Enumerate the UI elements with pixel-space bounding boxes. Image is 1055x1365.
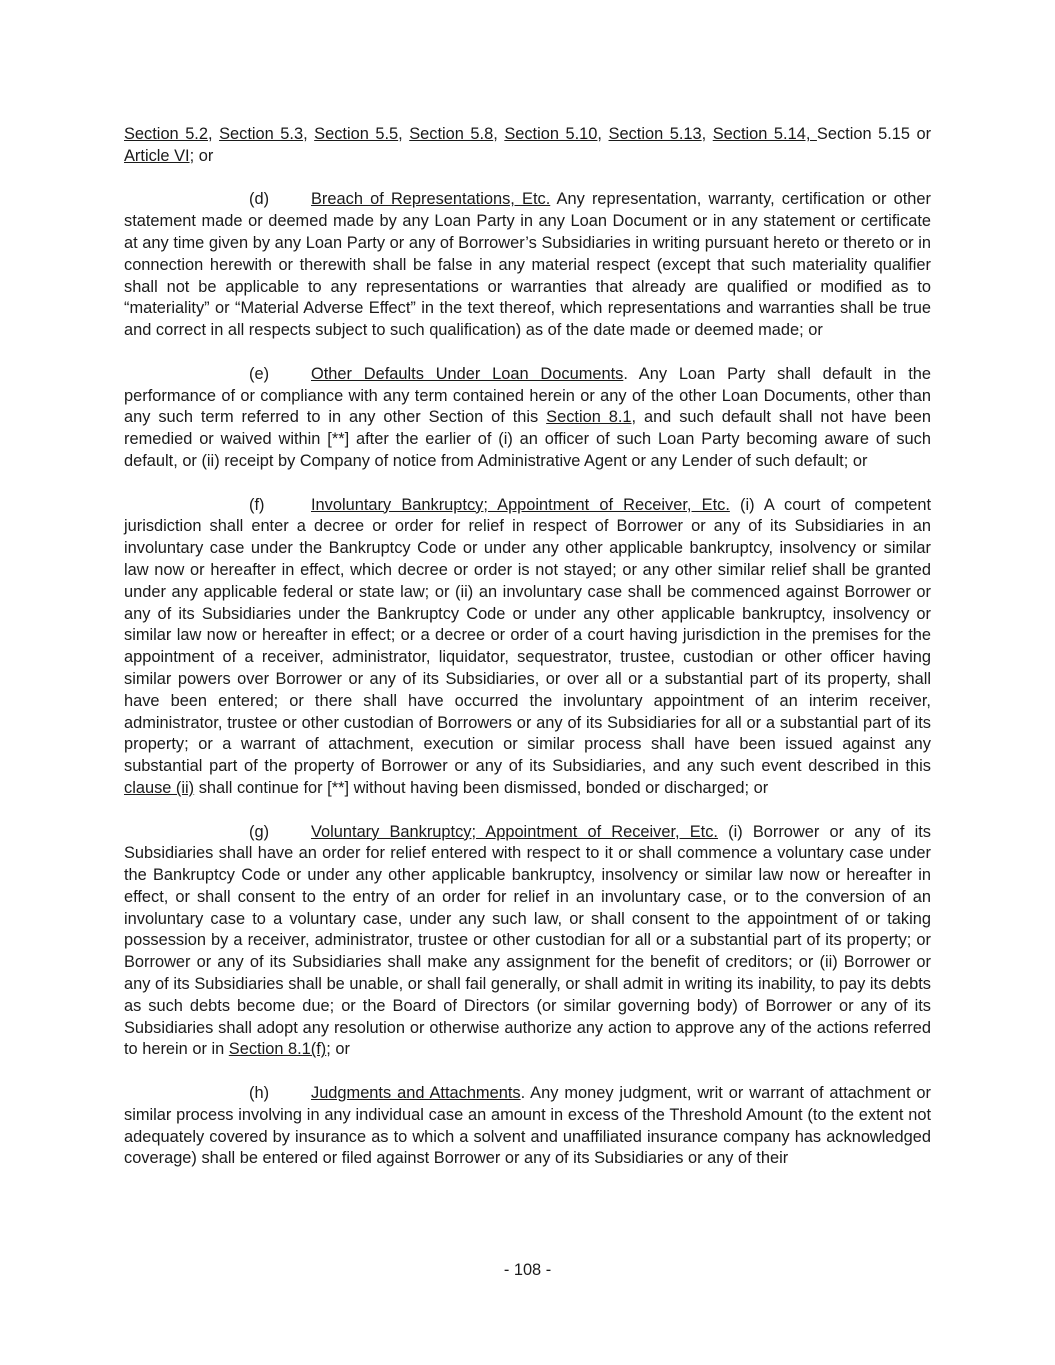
section-ref: Section 8.1 [546, 408, 632, 427]
section-ref: Section 5.3 [219, 125, 304, 143]
paragraph-text: Section 5.15 or [816, 125, 932, 143]
item-label: (f) [249, 495, 265, 514]
article-ref: Article VI [124, 146, 190, 165]
section-ref: Section 5.13 [608, 125, 702, 143]
clause-ref: clause (ii) [124, 778, 195, 797]
paragraph-text: (i) Borrower or any of its Subsidiaries shall have an order for relief entered with respect to it or shall commence a voluntary case under the Bankruptcy Code or under any other applicable bankruptcy, insolvency or similar law now or hereafter in effect, or shall consent to the entry of an order for relief in an involuntary case, or to the conversion of an involuntary case to a voluntary case, under any such law, or shall consent to the appointment of or taking possession by a receiver, administrator, trustee or other custodian for all or a substantial part of its property; or Borrower or any of its Subsidiaries shall make any assignment for the benefit of creditors; or (ii) Borrower or any of its Subsidiaries shall be unable, or shall fail generally, or shall admit in writing its inability, to pay its debts as such debts become due; or the Board of Directors (or similar governing body) of Borrower or any of its Subsidiaries shall adopt any resolution or otherwise authorize any action to approve any of the actions referred to herein or in [124, 822, 931, 1059]
paragraph-text: Any representation, warranty, certification or other statement made or deemed made by any Loan Party in any Loan Document or in any statement or certificate at any time given by any Loan Party or any of Borrower’s Subsidiaries in writing pursuant hereto or thereto or in connection herewith or therewith shall be false in any material respect (except that such materiality qualifier shall not be applicable to any representations or warranties that already are qualified or modified as to “materiality” or “Material Adverse Effect” in the text thereof, which representations and warranties shall be true and correct in all respects subject to such qualification) as of the date made or deemed made; or [124, 190, 931, 340]
paragraph-g [124, 822, 931, 1062]
paragraph-d [124, 189, 931, 342]
item-heading: Other Defaults Under Loan Documents [311, 364, 624, 383]
item-heading: Involuntary Bankruptcy; Appointment of Receiver, Etc. [311, 495, 730, 514]
document-page [124, 124, 931, 1192]
paragraph-text: . Any money judgment, writ or warrant of attachment or similar process involving in any individual case an amount in excess of the Threshold Amount (to the extent not adequately covered by insurance as to which a solvent and unaffiliated insurance company has acknowledged coverage) shall be entered or filed against Borrower or any of its Subsidiaries or any of their [124, 1084, 932, 1168]
section-ref: Section 5.10 [504, 125, 598, 143]
paragraph-h [124, 1083, 931, 1170]
section-ref: Section 5.8 [409, 125, 494, 143]
paragraph-section-refs: Section 5.2, Section 5.3, Section 5.5, Section 5.8, Section 5.10, Section 5.13, Section 5.14, Section 5.15 or Article VI; or [124, 125, 932, 165]
item-heading: Voluntary Bankruptcy; Appointment of Receiver, Etc. [311, 822, 718, 841]
section-ref: Section 5.14, [712, 125, 817, 143]
section-ref: Section 5.5 [314, 125, 399, 143]
section-ref: Section 5.2 [124, 125, 208, 143]
paragraph-text: . Any Loan Party shall default in the performance of or compliance with any term contained herein or any of the other Loan Documents, other than any such term referred to in any other Section of this [124, 364, 931, 427]
paragraph-text: ; or [189, 146, 214, 165]
item-label: (e) [249, 364, 270, 383]
paragraph-f [124, 495, 931, 800]
section-ref: Section 8.1(f) [228, 1040, 327, 1059]
item-label: (g) [249, 822, 270, 841]
paragraph-text: , and such default shall not have been remedied or waived within [**] after the earlier of (i) an officer of such Loan Party becoming aware of such default, or (ii) receipt by Company of notice from Administrative Agent or any Lender of such default; or [124, 408, 932, 470]
item-heading: Judgments and Attachments [311, 1084, 521, 1103]
paragraph-e [124, 364, 931, 473]
paragraph-text: ; or [326, 1040, 350, 1059]
paragraph-text: (i) A court of competent jurisdiction shall enter a decree or order for relief in respect of Borrower or any of its Subsidiaries in an involuntary case under the Bankruptcy Code or under any other applicable bankruptcy, insolvency or similar law now or hereafter in effect, which decree or order is not stayed; or any other similar relief shall be granted under any applicable federal or state law; or (ii) an involuntary case shall be commenced against Borrower or any of its Subsidiaries under the Bankruptcy Code or under any other applicable bankruptcy, insolvency or similar law now or hereafter in effect; or a decree or order of a court having jurisdiction in the premises for the appointment of a receiver, administrator, liquidator, sequestrator, trustee, custodian or other officer having similar powers over Borrower or any of its Subsidiaries, or over all or a substantial part of its property, shall have been entered; or there shall have occurred the involuntary appointment of an interim receiver, administrator, trustee or other custodian of Borrowers or any of its Subsidiaries for all or a substantial part of its property; or a warrant of attachment, execution or similar process shall have been issued against any substantial part of the property of Borrower or any of its Subsidiaries, and any such event described in this [124, 495, 931, 776]
page-number: - 108 - [503, 1261, 552, 1279]
item-label: (h) [249, 1084, 270, 1103]
item-heading: Breach of Representations, Etc. [311, 190, 551, 209]
item-label: (d) [249, 190, 270, 209]
paragraph-text: shall continue for [**] without having been dismissed, bonded or discharged; or [194, 778, 769, 797]
